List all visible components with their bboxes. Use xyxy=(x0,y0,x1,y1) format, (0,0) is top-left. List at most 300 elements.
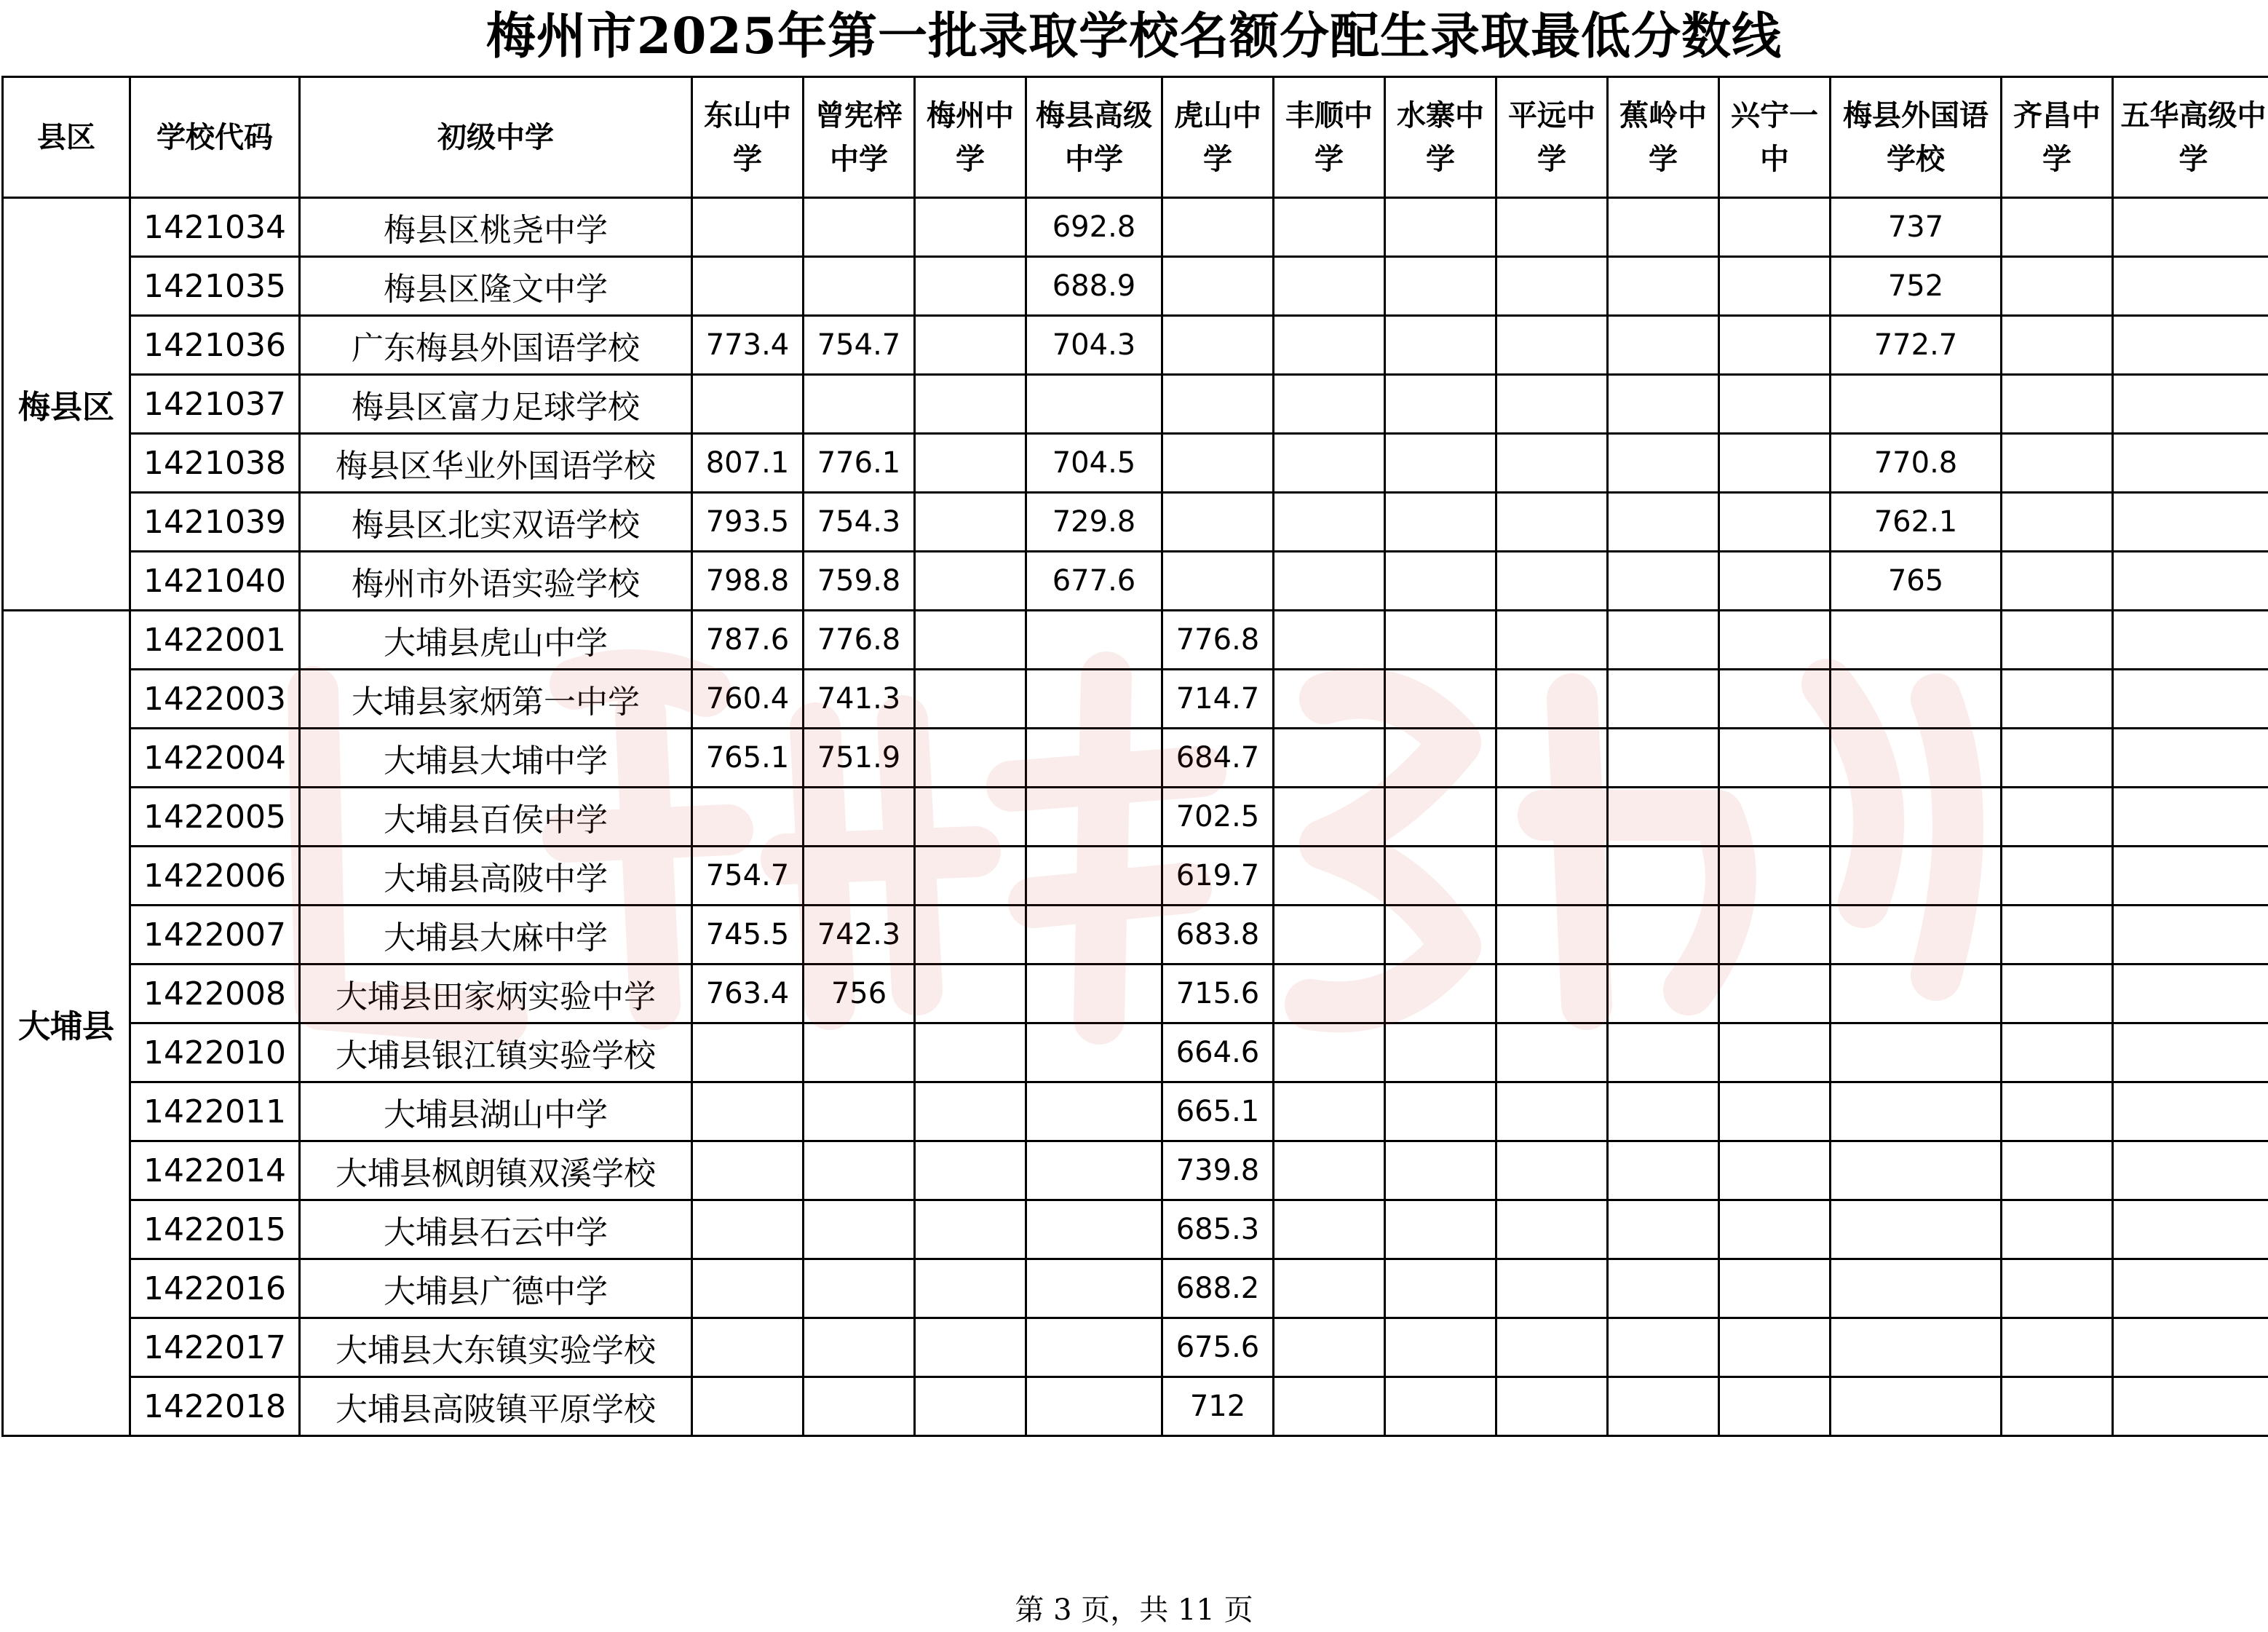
cell-school-code: 1421039 xyxy=(130,493,300,552)
cell-xingning-no1 xyxy=(1719,198,1831,257)
cell-meixian-senior xyxy=(1026,611,1162,670)
cell-jiaoling xyxy=(1608,493,1719,552)
cell-wuhua-senior xyxy=(2113,375,2268,434)
cell-shuizhai xyxy=(1385,788,1496,847)
cell-meizhou xyxy=(915,316,1026,375)
cell-dongshan xyxy=(692,1259,804,1318)
cell-hushan: 776.8 xyxy=(1162,611,1274,670)
cell-fengshun xyxy=(1274,198,1385,257)
cell-dongshan xyxy=(692,788,804,847)
cell-dongshan xyxy=(692,1200,804,1259)
cell-junior-school: 大埔县虎山中学 xyxy=(300,611,692,670)
cell-meixian-foreign-lang xyxy=(1831,847,2002,906)
cell-junior-school: 梅县区北实双语学校 xyxy=(300,493,692,552)
cell-wuhua-senior xyxy=(2113,316,2268,375)
cell-school-code: 1422005 xyxy=(130,788,300,847)
cell-hushan: 712 xyxy=(1162,1377,1274,1436)
cell-qichang xyxy=(2002,906,2113,964)
table-row xyxy=(3,1141,2268,1200)
cell-fengshun xyxy=(1274,493,1385,552)
cell-xingning-no1 xyxy=(1719,788,1831,847)
cell-wuhua-senior xyxy=(2113,1082,2268,1141)
table-row xyxy=(3,434,2268,493)
cell-wuhua-senior xyxy=(2113,493,2268,552)
cell-zengxianzi: 751.9 xyxy=(804,729,915,788)
cell-hushan: 715.6 xyxy=(1162,964,1274,1023)
cell-meixian-foreign-lang: 770.8 xyxy=(1831,434,2002,493)
table-row xyxy=(3,316,2268,375)
cell-junior-school: 大埔县石云中学 xyxy=(300,1200,692,1259)
cell-xingning-no1 xyxy=(1719,1023,1831,1082)
table-row xyxy=(3,1200,2268,1259)
cell-school-code: 1421035 xyxy=(130,257,300,316)
cell-meixian-senior xyxy=(1026,788,1162,847)
header-meixian-senior: 梅县高级中学 xyxy=(1026,77,1162,198)
cell-pingyuan xyxy=(1496,434,1608,493)
cell-fengshun xyxy=(1274,788,1385,847)
cell-wuhua-senior xyxy=(2113,1141,2268,1200)
cell-xingning-no1 xyxy=(1719,552,1831,611)
cell-shuizhai xyxy=(1385,611,1496,670)
cell-jiaoling xyxy=(1608,316,1719,375)
cell-wuhua-senior xyxy=(2113,670,2268,729)
cell-junior-school: 大埔县高陂镇平原学校 xyxy=(300,1377,692,1436)
cell-school-code: 1422015 xyxy=(130,1200,300,1259)
cell-meizhou xyxy=(915,611,1026,670)
cell-junior-school: 大埔县大东镇实验学校 xyxy=(300,1318,692,1377)
cell-district: 大埔县 xyxy=(3,611,130,1436)
cell-qichang xyxy=(2002,729,2113,788)
cell-pingyuan xyxy=(1496,552,1608,611)
cell-zengxianzi: 741.3 xyxy=(804,670,915,729)
table-row xyxy=(3,1082,2268,1141)
cell-jiaoling xyxy=(1608,198,1719,257)
table-row xyxy=(3,552,2268,611)
cell-qichang xyxy=(2002,964,2113,1023)
cell-xingning-no1 xyxy=(1719,729,1831,788)
cell-meixian-senior xyxy=(1026,1082,1162,1141)
cell-school-code: 1422018 xyxy=(130,1377,300,1436)
table-row xyxy=(3,964,2268,1023)
cell-xingning-no1 xyxy=(1719,1200,1831,1259)
cell-hushan: 683.8 xyxy=(1162,906,1274,964)
cell-fengshun xyxy=(1274,906,1385,964)
cell-fengshun xyxy=(1274,611,1385,670)
cell-school-code: 1422008 xyxy=(130,964,300,1023)
cell-meixian-senior xyxy=(1026,670,1162,729)
cell-jiaoling xyxy=(1608,375,1719,434)
table-row xyxy=(3,493,2268,552)
cell-junior-school: 梅县区华业外国语学校 xyxy=(300,434,692,493)
cell-dongshan: 793.5 xyxy=(692,493,804,552)
cell-meixian-senior: 692.8 xyxy=(1026,198,1162,257)
cell-meixian-senior xyxy=(1026,1259,1162,1318)
cell-shuizhai xyxy=(1385,670,1496,729)
cell-school-code: 1422017 xyxy=(130,1318,300,1377)
cell-meizhou xyxy=(915,198,1026,257)
cell-dongshan: 807.1 xyxy=(692,434,804,493)
header-zengxianzi: 曾宪梓中学 xyxy=(804,77,915,198)
cell-xingning-no1 xyxy=(1719,1318,1831,1377)
cell-shuizhai xyxy=(1385,375,1496,434)
cell-fengshun xyxy=(1274,670,1385,729)
cell-meizhou xyxy=(915,1318,1026,1377)
cell-hushan xyxy=(1162,257,1274,316)
cell-xingning-no1 xyxy=(1719,964,1831,1023)
cell-meixian-senior: 729.8 xyxy=(1026,493,1162,552)
cell-dongshan xyxy=(692,1377,804,1436)
cell-dongshan xyxy=(692,375,804,434)
cell-zengxianzi xyxy=(804,788,915,847)
cell-meixian-foreign-lang xyxy=(1831,1023,2002,1082)
cell-jiaoling xyxy=(1608,670,1719,729)
cell-pingyuan xyxy=(1496,198,1608,257)
cell-zengxianzi: 776.1 xyxy=(804,434,915,493)
cell-xingning-no1 xyxy=(1719,1082,1831,1141)
cell-qichang xyxy=(2002,611,2113,670)
cell-fengshun xyxy=(1274,1082,1385,1141)
cell-fengshun xyxy=(1274,729,1385,788)
cell-zengxianzi: 759.8 xyxy=(804,552,915,611)
cell-meizhou xyxy=(915,493,1026,552)
cell-meixian-foreign-lang: 765 xyxy=(1831,552,2002,611)
cell-dongshan: 773.4 xyxy=(692,316,804,375)
cell-district: 梅县区 xyxy=(3,198,130,611)
cell-zengxianzi: 776.8 xyxy=(804,611,915,670)
cell-meixian-foreign-lang xyxy=(1831,906,2002,964)
header-shuizhai: 水寨中学 xyxy=(1385,77,1496,198)
cell-shuizhai xyxy=(1385,1200,1496,1259)
cell-qichang xyxy=(2002,316,2113,375)
cell-junior-school: 大埔县百侯中学 xyxy=(300,788,692,847)
cell-dongshan: 765.1 xyxy=(692,729,804,788)
cell-meizhou xyxy=(915,375,1026,434)
cell-meixian-foreign-lang xyxy=(1831,788,2002,847)
cell-meixian-senior: 688.9 xyxy=(1026,257,1162,316)
cell-qichang xyxy=(2002,788,2113,847)
cell-junior-school: 大埔县田家炳实验中学 xyxy=(300,964,692,1023)
header-school-code: 学校代码 xyxy=(130,77,300,198)
cell-school-code: 1422003 xyxy=(130,670,300,729)
table-row xyxy=(3,1318,2268,1377)
cell-meixian-foreign-lang xyxy=(1831,611,2002,670)
cell-junior-school: 大埔县广德中学 xyxy=(300,1259,692,1318)
cell-school-code: 1422010 xyxy=(130,1023,300,1082)
cell-wuhua-senior xyxy=(2113,1318,2268,1377)
cell-dongshan xyxy=(692,257,804,316)
cell-qichang xyxy=(2002,1141,2113,1200)
cell-meixian-senior xyxy=(1026,964,1162,1023)
cell-qichang xyxy=(2002,552,2113,611)
cell-qichang xyxy=(2002,434,2113,493)
admission-score-table xyxy=(1,76,2268,1437)
cell-qichang xyxy=(2002,198,2113,257)
cell-hushan: 714.7 xyxy=(1162,670,1274,729)
cell-meixian-foreign-lang xyxy=(1831,1377,2002,1436)
cell-school-code: 1422006 xyxy=(130,847,300,906)
cell-dongshan xyxy=(692,1318,804,1377)
cell-jiaoling xyxy=(1608,1259,1719,1318)
table-row xyxy=(3,375,2268,434)
cell-pingyuan xyxy=(1496,1259,1608,1318)
cell-fengshun xyxy=(1274,847,1385,906)
cell-qichang xyxy=(2002,1082,2113,1141)
cell-zengxianzi xyxy=(804,1377,915,1436)
cell-hushan xyxy=(1162,375,1274,434)
header-pingyuan: 平远中学 xyxy=(1496,77,1608,198)
cell-junior-school: 大埔县湖山中学 xyxy=(300,1082,692,1141)
header-meixian-foreign-lang: 梅县外国语学校 xyxy=(1831,77,2002,198)
cell-fengshun xyxy=(1274,1318,1385,1377)
cell-jiaoling xyxy=(1608,1023,1719,1082)
cell-wuhua-senior xyxy=(2113,257,2268,316)
header-district: 县区 xyxy=(3,77,130,198)
cell-pingyuan xyxy=(1496,906,1608,964)
cell-pingyuan xyxy=(1496,1200,1608,1259)
table-row xyxy=(3,1377,2268,1436)
cell-junior-school: 梅县区桃尧中学 xyxy=(300,198,692,257)
cell-xingning-no1 xyxy=(1719,316,1831,375)
cell-meizhou xyxy=(915,1141,1026,1200)
cell-hushan: 664.6 xyxy=(1162,1023,1274,1082)
cell-dongshan: 763.4 xyxy=(692,964,804,1023)
cell-jiaoling xyxy=(1608,1141,1719,1200)
cell-hushan: 702.5 xyxy=(1162,788,1274,847)
cell-pingyuan xyxy=(1496,964,1608,1023)
cell-fengshun xyxy=(1274,1023,1385,1082)
table-row xyxy=(3,788,2268,847)
cell-meixian-foreign-lang xyxy=(1831,1082,2002,1141)
cell-jiaoling xyxy=(1608,552,1719,611)
cell-jiaoling xyxy=(1608,788,1719,847)
cell-zengxianzi xyxy=(804,1141,915,1200)
cell-jiaoling xyxy=(1608,611,1719,670)
cell-shuizhai xyxy=(1385,1141,1496,1200)
cell-wuhua-senior xyxy=(2113,1023,2268,1082)
cell-zengxianzi: 754.7 xyxy=(804,316,915,375)
cell-dongshan: 798.8 xyxy=(692,552,804,611)
cell-dongshan xyxy=(692,1082,804,1141)
cell-school-code: 1421038 xyxy=(130,434,300,493)
cell-hushan: 675.6 xyxy=(1162,1318,1274,1377)
cell-qichang xyxy=(2002,1377,2113,1436)
table-row xyxy=(3,729,2268,788)
cell-zengxianzi: 756 xyxy=(804,964,915,1023)
cell-xingning-no1 xyxy=(1719,493,1831,552)
cell-wuhua-senior xyxy=(2113,788,2268,847)
cell-jiaoling xyxy=(1608,1377,1719,1436)
cell-pingyuan xyxy=(1496,493,1608,552)
cell-dongshan: 787.6 xyxy=(692,611,804,670)
cell-dongshan xyxy=(692,1023,804,1082)
cell-qichang xyxy=(2002,847,2113,906)
cell-qichang xyxy=(2002,1259,2113,1318)
header-qichang: 齐昌中学 xyxy=(2002,77,2113,198)
cell-meixian-foreign-lang xyxy=(1831,670,2002,729)
cell-jiaoling xyxy=(1608,1200,1719,1259)
cell-fengshun xyxy=(1274,316,1385,375)
cell-hushan xyxy=(1162,198,1274,257)
cell-junior-school: 梅州市外语实验学校 xyxy=(300,552,692,611)
cell-wuhua-senior xyxy=(2113,847,2268,906)
cell-jiaoling xyxy=(1608,729,1719,788)
cell-hushan: 685.3 xyxy=(1162,1200,1274,1259)
cell-fengshun xyxy=(1274,434,1385,493)
cell-pingyuan xyxy=(1496,847,1608,906)
cell-meixian-foreign-lang xyxy=(1831,1141,2002,1200)
cell-meixian-foreign-lang xyxy=(1831,375,2002,434)
cell-pingyuan xyxy=(1496,316,1608,375)
cell-meixian-foreign-lang: 737 xyxy=(1831,198,2002,257)
cell-wuhua-senior xyxy=(2113,1200,2268,1259)
table-row xyxy=(3,1023,2268,1082)
cell-meizhou xyxy=(915,1377,1026,1436)
cell-pingyuan xyxy=(1496,375,1608,434)
cell-zengxianzi xyxy=(804,1082,915,1141)
cell-dongshan: 754.7 xyxy=(692,847,804,906)
cell-fengshun xyxy=(1274,1259,1385,1318)
cell-fengshun xyxy=(1274,1200,1385,1259)
cell-zengxianzi xyxy=(804,257,915,316)
cell-shuizhai xyxy=(1385,964,1496,1023)
cell-meizhou xyxy=(915,1200,1026,1259)
cell-jiaoling xyxy=(1608,906,1719,964)
cell-wuhua-senior xyxy=(2113,906,2268,964)
cell-zengxianzi xyxy=(804,198,915,257)
cell-shuizhai xyxy=(1385,434,1496,493)
cell-meizhou xyxy=(915,670,1026,729)
cell-hushan: 684.7 xyxy=(1162,729,1274,788)
cell-zengxianzi xyxy=(804,847,915,906)
cell-zengxianzi: 742.3 xyxy=(804,906,915,964)
cell-shuizhai xyxy=(1385,198,1496,257)
cell-qichang xyxy=(2002,493,2113,552)
header-dongshan: 东山中学 xyxy=(692,77,804,198)
cell-zengxianzi xyxy=(804,1023,915,1082)
cell-meixian-foreign-lang xyxy=(1831,729,2002,788)
table-row xyxy=(3,847,2268,906)
cell-shuizhai xyxy=(1385,847,1496,906)
cell-xingning-no1 xyxy=(1719,906,1831,964)
cell-school-code: 1421040 xyxy=(130,552,300,611)
cell-pingyuan xyxy=(1496,670,1608,729)
cell-jiaoling xyxy=(1608,257,1719,316)
cell-meizhou xyxy=(915,434,1026,493)
cell-fengshun xyxy=(1274,257,1385,316)
cell-meixian-senior xyxy=(1026,729,1162,788)
cell-shuizhai xyxy=(1385,1082,1496,1141)
header-hushan: 虎山中学 xyxy=(1162,77,1274,198)
cell-shuizhai xyxy=(1385,316,1496,375)
cell-xingning-no1 xyxy=(1719,257,1831,316)
cell-wuhua-senior xyxy=(2113,1259,2268,1318)
cell-xingning-no1 xyxy=(1719,847,1831,906)
cell-meizhou xyxy=(915,788,1026,847)
table-row xyxy=(3,670,2268,729)
cell-shuizhai xyxy=(1385,906,1496,964)
cell-meixian-senior: 677.6 xyxy=(1026,552,1162,611)
cell-xingning-no1 xyxy=(1719,1377,1831,1436)
cell-xingning-no1 xyxy=(1719,375,1831,434)
header-wuhua-senior: 五华高级中学 xyxy=(2113,77,2268,198)
cell-hushan: 688.2 xyxy=(1162,1259,1274,1318)
cell-meixian-foreign-lang xyxy=(1831,1318,2002,1377)
header-row xyxy=(3,77,2268,198)
page-title: 梅州市2025年第一批录取学校名额分配生录取最低分数线 xyxy=(485,7,1783,66)
cell-xingning-no1 xyxy=(1719,1141,1831,1200)
cell-dongshan xyxy=(692,1141,804,1200)
cell-shuizhai xyxy=(1385,493,1496,552)
cell-xingning-no1 xyxy=(1719,670,1831,729)
cell-jiaoling xyxy=(1608,847,1719,906)
cell-pingyuan xyxy=(1496,611,1608,670)
cell-hushan xyxy=(1162,434,1274,493)
header-junior-school: 初级中学 xyxy=(300,77,692,198)
header-meizhou: 梅州中学 xyxy=(915,77,1026,198)
cell-zengxianzi xyxy=(804,1318,915,1377)
cell-jiaoling xyxy=(1608,1318,1719,1377)
cell-meixian-senior xyxy=(1026,1318,1162,1377)
cell-wuhua-senior xyxy=(2113,434,2268,493)
cell-zengxianzi xyxy=(804,375,915,434)
table-row xyxy=(3,1259,2268,1318)
cell-school-code: 1421036 xyxy=(130,316,300,375)
cell-school-code: 1422001 xyxy=(130,611,300,670)
cell-shuizhai xyxy=(1385,1023,1496,1082)
cell-shuizhai xyxy=(1385,1318,1496,1377)
cell-hushan: 619.7 xyxy=(1162,847,1274,906)
cell-pingyuan xyxy=(1496,1318,1608,1377)
cell-meixian-foreign-lang xyxy=(1831,1259,2002,1318)
cell-meixian-foreign-lang: 752 xyxy=(1831,257,2002,316)
cell-qichang xyxy=(2002,1318,2113,1377)
cell-school-code: 1422007 xyxy=(130,906,300,964)
cell-meizhou xyxy=(915,257,1026,316)
cell-junior-school: 大埔县银江镇实验学校 xyxy=(300,1023,692,1082)
table-row xyxy=(3,198,2268,257)
cell-jiaoling xyxy=(1608,434,1719,493)
cell-qichang xyxy=(2002,1200,2113,1259)
cell-pingyuan xyxy=(1496,1023,1608,1082)
cell-meixian-foreign-lang xyxy=(1831,964,2002,1023)
cell-hushan: 665.1 xyxy=(1162,1082,1274,1141)
cell-meixian-foreign-lang xyxy=(1831,1200,2002,1259)
cell-pingyuan xyxy=(1496,257,1608,316)
cell-jiaoling xyxy=(1608,1082,1719,1141)
cell-meizhou xyxy=(915,906,1026,964)
header-xingning-no1: 兴宁一中 xyxy=(1719,77,1831,198)
cell-meizhou xyxy=(915,552,1026,611)
cell-pingyuan xyxy=(1496,1082,1608,1141)
cell-qichang xyxy=(2002,375,2113,434)
cell-hushan: 739.8 xyxy=(1162,1141,1274,1200)
cell-qichang xyxy=(2002,670,2113,729)
cell-wuhua-senior xyxy=(2113,552,2268,611)
cell-junior-school: 大埔县家炳第一中学 xyxy=(300,670,692,729)
cell-xingning-no1 xyxy=(1719,434,1831,493)
cell-junior-school: 大埔县大埔中学 xyxy=(300,729,692,788)
cell-meixian-senior: 704.5 xyxy=(1026,434,1162,493)
cell-meixian-senior xyxy=(1026,1141,1162,1200)
table-row xyxy=(3,257,2268,316)
cell-meixian-senior xyxy=(1026,906,1162,964)
header-fengshun: 丰顺中学 xyxy=(1274,77,1385,198)
cell-jiaoling xyxy=(1608,964,1719,1023)
cell-fengshun xyxy=(1274,552,1385,611)
cell-meixian-senior xyxy=(1026,847,1162,906)
cell-pingyuan xyxy=(1496,1141,1608,1200)
cell-meixian-senior xyxy=(1026,1200,1162,1259)
